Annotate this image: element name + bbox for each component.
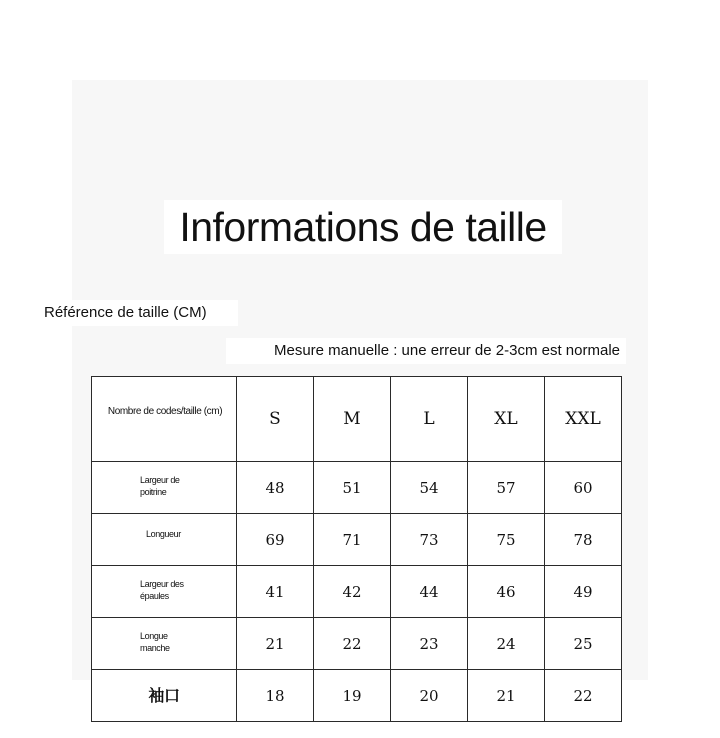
corner-label: Nombre de codes/taille (cm): [98, 405, 232, 419]
row-label-cell: [92, 514, 237, 566]
table-cell: 46: [468, 566, 545, 618]
table-cell: 42: [314, 566, 391, 618]
table-cell: 24: [468, 618, 545, 670]
measurement-note: Mesure manuelle : une erreur de 2-3cm est normale: [226, 338, 626, 364]
table-cell: 21: [237, 618, 314, 670]
size-table: [91, 376, 622, 722]
table-cell: 60: [545, 462, 622, 514]
table-cell: 49: [545, 566, 622, 618]
table-cell: 48: [237, 462, 314, 514]
row-label: Longue manche: [140, 631, 170, 653]
table-cell: 54: [391, 462, 468, 514]
size-header-l: L: [391, 377, 468, 462]
size-header-s: S: [237, 377, 314, 462]
row-label-cell: [92, 670, 237, 722]
table-cell: 69: [237, 514, 314, 566]
table-cell: 21: [468, 670, 545, 722]
table-cell: 78: [545, 514, 622, 566]
table-cell: 20: [391, 670, 468, 722]
table-cell: 41: [237, 566, 314, 618]
table-cell: 73: [391, 514, 468, 566]
row-label-cell: [92, 566, 237, 618]
table-cell: 71: [314, 514, 391, 566]
size-reference-label: Référence de taille (CM): [38, 300, 238, 326]
size-header-xxl: XXL: [545, 377, 622, 462]
size-header-xl: XL: [468, 377, 545, 462]
table-cell: 51: [314, 462, 391, 514]
table-row: [92, 670, 622, 722]
table-cell: 44: [391, 566, 468, 618]
table-row: [92, 618, 622, 670]
table-cell: 19: [314, 670, 391, 722]
table-cell: 75: [468, 514, 545, 566]
corner-label-cell: [92, 377, 237, 462]
row-label: Largeur des épaules: [140, 579, 184, 601]
row-label-cell: [92, 462, 237, 514]
table-row: [92, 566, 622, 618]
row-label-cell: [92, 618, 237, 670]
table-cell: 25: [545, 618, 622, 670]
size-header-m: M: [314, 377, 391, 462]
table-cell: 23: [391, 618, 468, 670]
table-cell: 22: [545, 670, 622, 722]
table-cell: 22: [314, 618, 391, 670]
table-row: [92, 514, 622, 566]
table-cell: 18: [237, 670, 314, 722]
row-label: Largeur de poitrine: [140, 475, 180, 497]
table-header-row: [92, 377, 622, 462]
row-label: 袖口: [148, 685, 180, 705]
table-cell: 57: [468, 462, 545, 514]
page-title: Informations de taille: [164, 200, 562, 254]
table-row: [92, 462, 622, 514]
row-label: Longueur: [146, 529, 181, 539]
